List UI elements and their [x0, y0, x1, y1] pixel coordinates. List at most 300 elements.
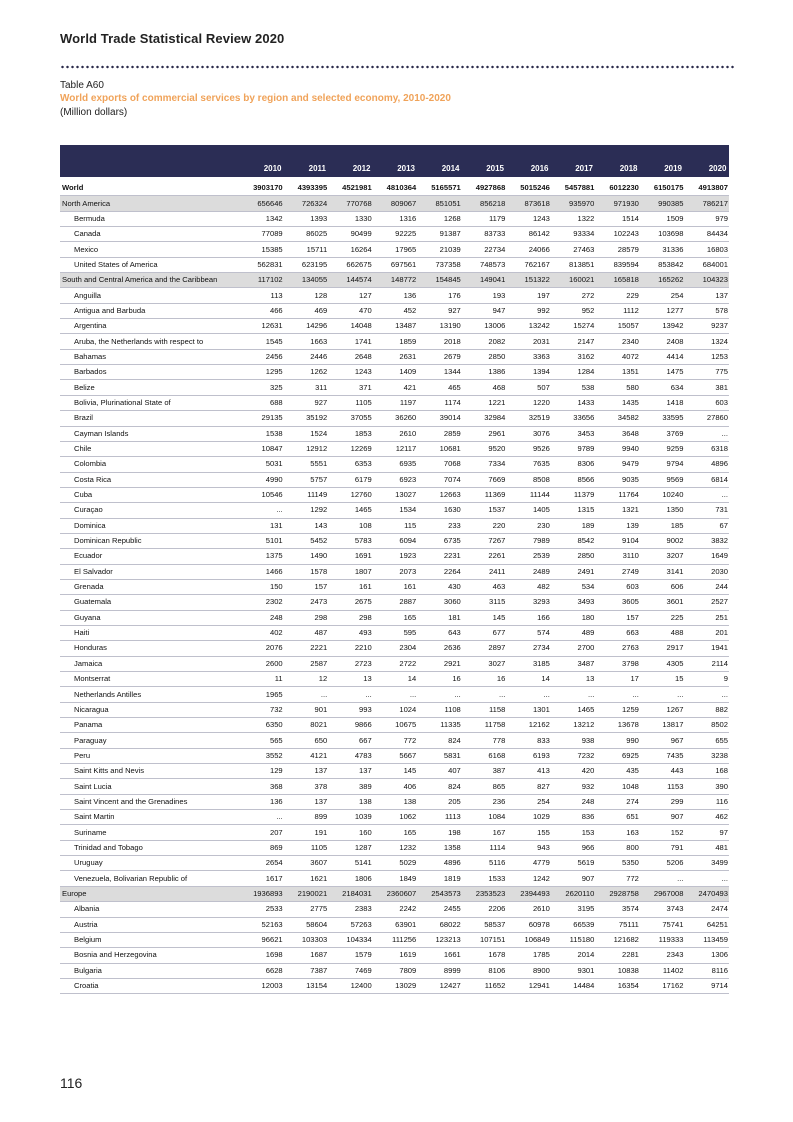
table-cell: 5165571 [417, 181, 462, 196]
table-cell: 947 [462, 303, 507, 318]
table-cell: 145 [373, 764, 418, 779]
table-cell: 106849 [506, 932, 551, 947]
table-cell: 2539 [506, 549, 551, 564]
table-cell: 1039 [328, 810, 373, 825]
table-cell: 64251 [684, 917, 729, 932]
table-cell: 469 [284, 303, 329, 318]
table-cell: 29135 [239, 411, 284, 426]
table-cell: 8542 [551, 533, 596, 548]
table-cell: 603 [595, 579, 640, 594]
row-label: Saint Vincent and the Grenadines [60, 794, 239, 809]
table-cell: 1221 [462, 395, 507, 410]
row-label: Mexico [60, 242, 239, 257]
table-cell: 1342 [239, 211, 284, 226]
row-label: Bolivia, Plurinational State of [60, 395, 239, 410]
table-cell: 7267 [462, 533, 507, 548]
table-cell: 161 [373, 579, 418, 594]
table-cell: 207 [239, 825, 284, 840]
row-label: Saint Martin [60, 810, 239, 825]
table-cell: 161 [328, 579, 373, 594]
table-row [60, 227, 729, 242]
table-cell: 6735 [417, 533, 462, 548]
table-cell: 6318 [684, 441, 729, 456]
table-cell: 1579 [328, 948, 373, 963]
table-cell: 1466 [239, 564, 284, 579]
table-cell: 27463 [551, 242, 596, 257]
table-cell: 2082 [462, 334, 507, 349]
table-cell: 775 [684, 365, 729, 380]
table-cell: 2073 [373, 564, 418, 579]
table-cell: 907 [551, 871, 596, 886]
table-cell: 39014 [417, 411, 462, 426]
table-cell: 248 [239, 610, 284, 625]
table-cell: 1533 [462, 871, 507, 886]
table-cell: 113 [239, 288, 284, 303]
table-cell: 233 [417, 518, 462, 533]
table-cell: 14484 [551, 978, 596, 993]
table-cell: 3648 [595, 426, 640, 441]
table-cell: 3607 [284, 856, 329, 871]
table-cell: 1853 [328, 426, 373, 441]
table-cell: 166 [506, 610, 551, 625]
table-cell: 470 [328, 303, 373, 318]
table-cell: 732 [239, 702, 284, 717]
table-row [60, 426, 729, 441]
table-cell: 389 [328, 779, 373, 794]
table-cell: 634 [640, 380, 685, 395]
table-cell: 4990 [239, 472, 284, 487]
table-cell: 2383 [328, 902, 373, 917]
row-label: Panama [60, 718, 239, 733]
table-cell: 37055 [328, 411, 373, 426]
table-cell: 1394 [506, 365, 551, 380]
table-cell: 3601 [640, 595, 685, 610]
table-row [60, 257, 729, 272]
table-cell: 1232 [373, 840, 418, 855]
table-cell: 1807 [328, 564, 373, 579]
table-cell: 2489 [506, 564, 551, 579]
table-cell: 165 [373, 825, 418, 840]
table-cell: 2190021 [284, 886, 329, 901]
table-cell: 770768 [328, 196, 373, 211]
row-label: Costa Rica [60, 472, 239, 487]
table-cell: 181 [417, 610, 462, 625]
table-row [60, 395, 729, 410]
table-cell: 113459 [684, 932, 729, 947]
data-table-container [60, 145, 729, 994]
table-cell: 1330 [328, 211, 373, 226]
table-row [60, 349, 729, 364]
table-cell: 993 [328, 702, 373, 717]
table-cell: 17965 [373, 242, 418, 257]
row-label: Montserrat [60, 672, 239, 687]
row-label: Grenada [60, 579, 239, 594]
table-cell: 786217 [684, 196, 729, 211]
table-cell: 5783 [328, 533, 373, 548]
table-cell: 5667 [373, 748, 418, 763]
table-cell: 2859 [417, 426, 462, 441]
table-row [60, 656, 729, 671]
table-cell: 966 [551, 840, 596, 855]
table-row [60, 288, 729, 303]
table-cell: 938 [551, 733, 596, 748]
table-cell: 836 [551, 810, 596, 825]
table-cell: 3493 [551, 595, 596, 610]
table-cell: 167 [462, 825, 507, 840]
row-label: Austria [60, 917, 239, 932]
table-cell: 1179 [462, 211, 507, 226]
table-cell: 66539 [551, 917, 596, 932]
table-cell: 157 [595, 610, 640, 625]
table-cell: 111256 [373, 932, 418, 947]
table-cell: 1344 [417, 365, 462, 380]
table-cell: 9569 [640, 472, 685, 487]
year-header: 2020 [708, 164, 727, 173]
table-cell: 35192 [284, 411, 329, 426]
table-cell: 1923 [373, 549, 418, 564]
table-cell: 9002 [640, 533, 685, 548]
table-cell: 1114 [462, 840, 507, 855]
table-cell: 1350 [640, 503, 685, 518]
table-cell: 1619 [373, 948, 418, 963]
table-cell: 2210 [328, 641, 373, 656]
table-cell: 1358 [417, 840, 462, 855]
table-cell: 1859 [373, 334, 418, 349]
table-cell: 4783 [328, 748, 373, 763]
table-cell: 507 [506, 380, 551, 395]
table-cell: 11758 [462, 718, 507, 733]
table-cell: 2917 [640, 641, 685, 656]
table-cell: 2455 [417, 902, 462, 917]
table-cell: 10675 [373, 718, 418, 733]
table-cell: 1435 [595, 395, 640, 410]
table-cell: 12003 [239, 978, 284, 993]
table-row [60, 487, 729, 502]
table-cell: 8502 [684, 718, 729, 733]
table-cell: 2147 [551, 334, 596, 349]
table-cell: 3076 [506, 426, 551, 441]
dotted-divider [60, 65, 734, 69]
table-cell: 1267 [640, 702, 685, 717]
row-label: Dominica [60, 518, 239, 533]
table-cell: 688 [239, 395, 284, 410]
table-cell: 1678 [462, 948, 507, 963]
table-cell: 5141 [328, 856, 373, 871]
table-cell: 791 [640, 840, 685, 855]
table-cell: 381 [684, 380, 729, 395]
table-cell: 15711 [284, 242, 329, 257]
table-cell: 2281 [595, 948, 640, 963]
table-cell: 574 [506, 625, 551, 640]
table-cell: 17162 [640, 978, 685, 993]
table-cell: 3293 [506, 595, 551, 610]
table-cell: 298 [284, 610, 329, 625]
table-cell: 562831 [239, 257, 284, 272]
table-cell: 2264 [417, 564, 462, 579]
table-cell: 63901 [373, 917, 418, 932]
table-cell: 1375 [239, 549, 284, 564]
table-cell: 5116 [462, 856, 507, 871]
table-cell: 1153 [640, 779, 685, 794]
table-cell: 13 [551, 672, 596, 687]
table-cell: 144574 [328, 273, 373, 288]
table-cell: 84434 [684, 227, 729, 242]
table-cell: 131 [239, 518, 284, 533]
table-cell: 1316 [373, 211, 418, 226]
table-cell: 103303 [284, 932, 329, 947]
table-cell: 3185 [506, 656, 551, 671]
table-cell: 220 [462, 518, 507, 533]
row-label: Bahamas [60, 349, 239, 364]
table-cell: 91387 [417, 227, 462, 242]
year-header: 2019 [664, 164, 682, 173]
table-cell: 4305 [640, 656, 685, 671]
table-cell: 7074 [417, 472, 462, 487]
table-cell: 138 [328, 794, 373, 809]
table-cell: 466 [239, 303, 284, 318]
table-cell: 462 [684, 810, 729, 825]
table-cell: 1243 [506, 211, 551, 226]
table-cell: 11652 [462, 978, 507, 993]
table-cell: 157 [284, 579, 329, 594]
table-cell: 1630 [417, 503, 462, 518]
table-cell: 2600 [239, 656, 284, 671]
table-cell: 443 [640, 764, 685, 779]
table-cell: 1405 [506, 503, 551, 518]
row-label: Honduras [60, 641, 239, 656]
table-cell: 3605 [595, 595, 640, 610]
table-cell: 28579 [595, 242, 640, 257]
table-cell: 824 [417, 779, 462, 794]
table-cell: 123213 [417, 932, 462, 947]
table-cell: 13 [328, 672, 373, 687]
table-row [60, 211, 729, 226]
table-cell: 1048 [595, 779, 640, 794]
table-cell: 137 [284, 794, 329, 809]
table-cell: 1259 [595, 702, 640, 717]
table-cell: 165 [373, 610, 418, 625]
table-cell: 677 [462, 625, 507, 640]
table-cell: 9 [684, 672, 729, 687]
row-label: Netherlands Antilles [60, 687, 239, 702]
table-cell: 643 [417, 625, 462, 640]
table-cell: 1062 [373, 810, 418, 825]
table-cell: 83733 [462, 227, 507, 242]
table-cell: 413 [506, 764, 551, 779]
table-cell: ... [328, 687, 373, 702]
table-cell: 7435 [640, 748, 685, 763]
table-cell: 1112 [595, 303, 640, 318]
table-cell: 1174 [417, 395, 462, 410]
table-cell: 1691 [328, 549, 373, 564]
table-cell: 538 [551, 380, 596, 395]
table-row [60, 196, 729, 211]
table-cell: 1475 [640, 365, 685, 380]
table-cell: 75111 [595, 917, 640, 932]
table-cell: 11369 [462, 487, 507, 502]
table-cell: 2114 [684, 656, 729, 671]
table-cell: 1621 [284, 871, 329, 886]
table-cell: 603 [684, 395, 729, 410]
row-label: Saint Kitts and Nevis [60, 764, 239, 779]
table-unit: (Million dollars) [60, 107, 128, 118]
table-cell: 189 [551, 518, 596, 533]
table-cell: 33656 [551, 411, 596, 426]
table-cell: 662675 [328, 257, 373, 272]
table-cell: 7809 [373, 963, 418, 978]
table-cell: 136 [373, 288, 418, 303]
row-label: Saint Lucia [60, 779, 239, 794]
table-cell: 86025 [284, 227, 329, 242]
table-cell: 606 [640, 579, 685, 594]
table-cell: 2543573 [417, 886, 462, 901]
table-cell: 873618 [506, 196, 551, 211]
table-cell: 14 [506, 672, 551, 687]
row-label: Jamaica [60, 656, 239, 671]
table-cell: 1687 [284, 948, 329, 963]
row-label: Paraguay [60, 733, 239, 748]
table-cell: ... [239, 503, 284, 518]
table-cell: 57263 [328, 917, 373, 932]
table-cell: 3110 [595, 549, 640, 564]
table-cell: 12269 [328, 441, 373, 456]
table-cell: 129 [239, 764, 284, 779]
table-cell: 121682 [595, 932, 640, 947]
table-cell: 155 [506, 825, 551, 840]
table-cell: 143 [284, 518, 329, 533]
table-cell: 104323 [684, 273, 729, 288]
table-cell: 1113 [417, 810, 462, 825]
table-cell: 9520 [462, 441, 507, 456]
table-cell: 16 [462, 672, 507, 687]
table-cell: 651 [595, 810, 640, 825]
table-cell: 1295 [239, 365, 284, 380]
table-cell: 75741 [640, 917, 685, 932]
table-cell: 2897 [462, 641, 507, 656]
table-cell: 992 [506, 303, 551, 318]
table-cell: 952 [551, 303, 596, 318]
table-cell: 481 [684, 840, 729, 855]
table-cell: 990 [595, 733, 640, 748]
table-cell: 3453 [551, 426, 596, 441]
table-cell: 1243 [328, 365, 373, 380]
table-cell: 4072 [595, 349, 640, 364]
table-cell: 251 [684, 610, 729, 625]
table-cell: 927 [417, 303, 462, 318]
table-cell: 1741 [328, 334, 373, 349]
table-cell: 2030 [684, 564, 729, 579]
table-row [60, 810, 729, 825]
table-cell: 1849 [373, 871, 418, 886]
year-header: 2013 [397, 164, 415, 173]
table-cell: 1105 [328, 395, 373, 410]
table-cell: 1262 [284, 365, 329, 380]
table-cell: 2456 [239, 349, 284, 364]
table-cell: 5029 [373, 856, 418, 871]
row-label: Anguilla [60, 288, 239, 303]
table-cell: 6935 [373, 457, 418, 472]
table-cell: 534 [551, 579, 596, 594]
table-cell: 15057 [595, 319, 640, 334]
table-cell: 3115 [462, 595, 507, 610]
table-cell: 2343 [640, 948, 685, 963]
table-cell: 134055 [284, 273, 329, 288]
table-cell: 115 [373, 518, 418, 533]
table-cell: 13942 [640, 319, 685, 334]
table-cell: 33595 [640, 411, 685, 426]
table-cell: 762167 [506, 257, 551, 272]
row-label: El Salvador [60, 564, 239, 579]
table-cell: 943 [506, 840, 551, 855]
table-cell: 103698 [640, 227, 685, 242]
table-cell: 150 [239, 579, 284, 594]
table-cell: 1524 [284, 426, 329, 441]
table-cell: 14048 [328, 319, 373, 334]
table-cell: 1819 [417, 871, 462, 886]
table-cell: 13212 [551, 718, 596, 733]
table-cell: 6012230 [595, 181, 640, 196]
table-row [60, 564, 729, 579]
table-cell: 163 [595, 825, 640, 840]
table-cell: 971930 [595, 196, 640, 211]
table-cell: 9479 [595, 457, 640, 472]
table-row [60, 641, 729, 656]
table-cell: 684001 [684, 257, 729, 272]
table-cell: 865 [462, 779, 507, 794]
table-cell: 236 [462, 794, 507, 809]
table-cell: 1287 [328, 840, 373, 855]
table-cell: 1409 [373, 365, 418, 380]
table-cell: 2921 [417, 656, 462, 671]
table-row [60, 303, 729, 318]
table-cell: 463 [462, 579, 507, 594]
row-label: Guyana [60, 610, 239, 625]
table-cell: 92225 [373, 227, 418, 242]
table-row [60, 533, 729, 548]
table-cell: 390 [684, 779, 729, 794]
table-cell: 2470493 [684, 886, 729, 901]
table-cell: 11335 [417, 718, 462, 733]
table-row [60, 902, 729, 917]
table-cell: 4121 [284, 748, 329, 763]
table-cell: 6814 [684, 472, 729, 487]
table-cell: 6168 [462, 748, 507, 763]
table-cell: 1268 [417, 211, 462, 226]
table-cell: 4779 [506, 856, 551, 871]
table-cell: 2620110 [551, 886, 596, 901]
table-row [60, 625, 729, 640]
table-cell: 137 [328, 764, 373, 779]
table-cell: 7469 [328, 963, 373, 978]
table-cell: 298 [328, 610, 373, 625]
table-cell: 2446 [284, 349, 329, 364]
year-header: 2017 [575, 164, 593, 173]
table-cell: 7334 [462, 457, 507, 472]
row-label: Trinidad and Tobago [60, 840, 239, 855]
table-cell: 927 [284, 395, 329, 410]
table-cell: 489 [551, 625, 596, 640]
table-cell: 115180 [551, 932, 596, 947]
table-cell: 11402 [640, 963, 685, 978]
table-cell: 97 [684, 825, 729, 840]
table-cell: 16264 [328, 242, 373, 257]
table-cell: 1537 [462, 503, 507, 518]
table-cell: 128 [284, 288, 329, 303]
table-cell: 655 [684, 733, 729, 748]
table-cell: 254 [506, 794, 551, 809]
table-cell: 136 [239, 794, 284, 809]
table-cell: 869 [239, 840, 284, 855]
